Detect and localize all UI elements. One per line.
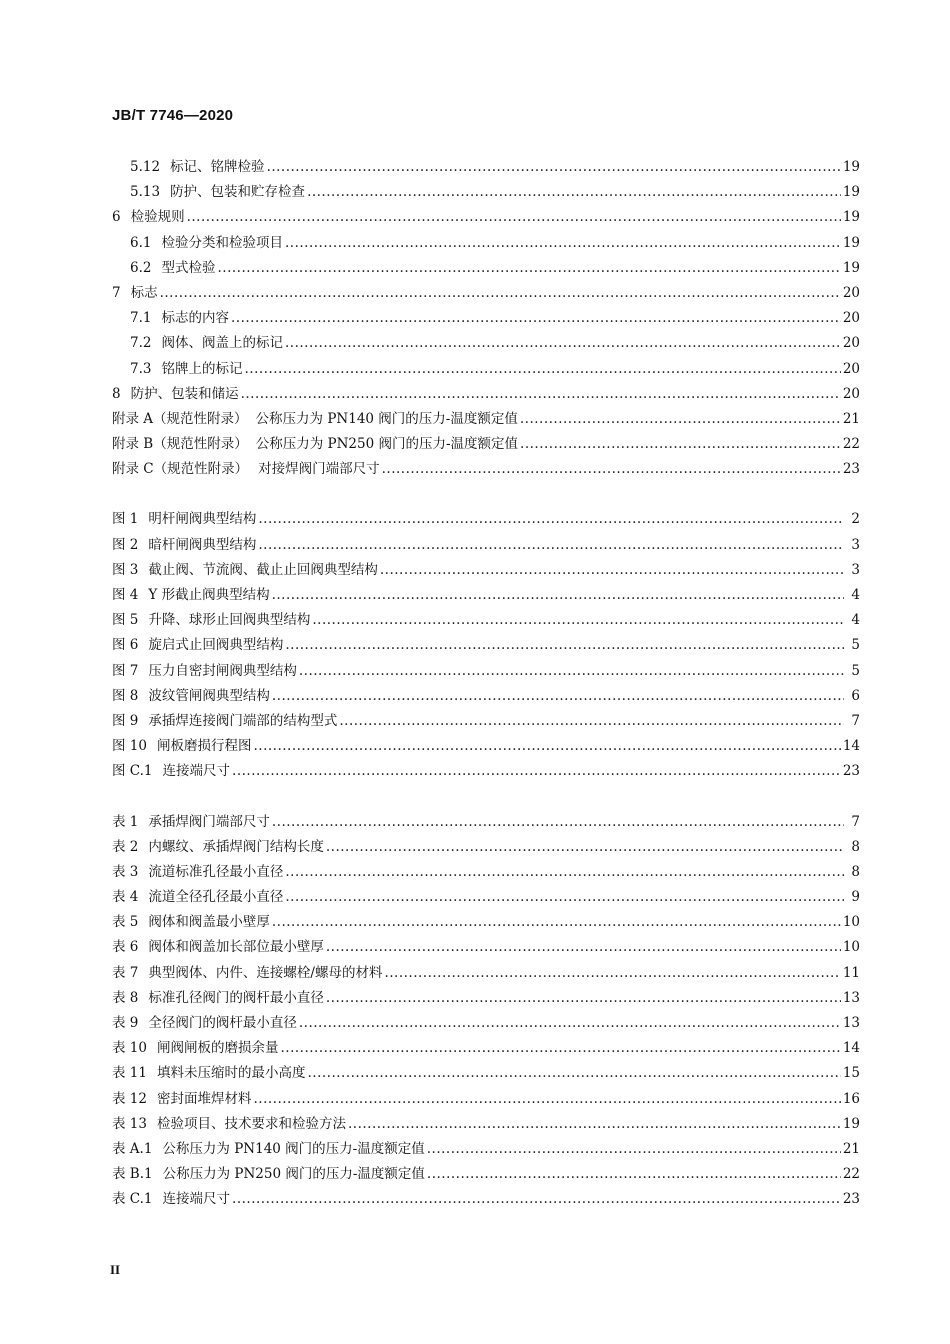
toc-entry-number: 7.3 (130, 360, 152, 377)
dot-leader (272, 587, 844, 603)
toc-entry-title: 检验分类和检验项目 (161, 234, 283, 251)
table-list-entry[interactable] (112, 885, 860, 910)
dot-leader (326, 839, 844, 855)
toc-entry-number: 附录 A（规范性附录） (112, 410, 248, 427)
toc-entry-title: 标志 (130, 284, 158, 301)
toc-entry-title: 明杆闸阀典型结构 (148, 511, 257, 528)
toc-entry-page: 20 (842, 360, 860, 377)
toc-entry-page: 21 (842, 1140, 860, 1157)
table-list-entry[interactable] (112, 986, 860, 1011)
toc-entry-number: 表 4 (112, 889, 139, 906)
toc-entry-title: 连接端尺寸 (162, 763, 231, 780)
toc-entry-page: 22 (842, 1166, 860, 1183)
toc-entry-title: 公称压力为 PN250 阀门的压力-温度额定值 (162, 1166, 425, 1183)
toc-entry-page: 19 (842, 1115, 860, 1132)
toc-entry-page: 11 (842, 964, 860, 981)
toc-entry-title: 内螺纹、承插焊阀门结构长度 (148, 838, 324, 855)
figure-list-entry[interactable] (112, 659, 860, 684)
toc-entry-title: 压力自密封闸阀典型结构 (148, 662, 297, 679)
dot-leader (244, 361, 840, 377)
page-number-footer: II (110, 1262, 121, 1277)
toc-entry-page: 16 (842, 1090, 860, 1107)
toc-entry-page: 8 (851, 838, 860, 855)
toc-entry-title: 检验项目、技术要求和检验方法 (156, 1115, 346, 1132)
dot-leader (299, 663, 844, 679)
toc-entry-number: 图 1 (112, 511, 139, 528)
toc-entry-page: 15 (842, 1065, 860, 1082)
toc-entry-title: 检验规则 (130, 209, 185, 226)
dot-leader (382, 461, 841, 477)
toc-entry-title: 旋启式止回阀典型结构 (148, 637, 284, 654)
toc-entry-page: 3 (851, 561, 860, 578)
toc-entry-page: 13 (842, 1015, 860, 1031)
dot-leader (160, 285, 841, 301)
dot-leader (272, 814, 844, 830)
toc-entry-number: 图 6 (112, 637, 139, 654)
table-list-entry[interactable] (112, 935, 860, 960)
toc-entry-number: 附录 B（规范性附录） (112, 436, 248, 453)
dot-leader (307, 1065, 840, 1081)
toc-entry-page: 14 (842, 1040, 860, 1057)
toc-entry-page: 10 (842, 939, 860, 956)
toc-entry-page: 22 (842, 436, 860, 453)
toc-entry-title: 密封面堆焊材料 (156, 1090, 252, 1107)
toc-entry-page: 14 (842, 738, 860, 755)
dot-leader (348, 1116, 841, 1132)
toc-entry-number: 表 5 (112, 914, 139, 931)
toc-entry-title: 流道标准孔径最小直径 (148, 863, 284, 880)
table-list-entry[interactable] (112, 1087, 860, 1112)
figure-list-entry[interactable] (112, 709, 860, 734)
toc-entry-title: 升降、球形止回阀典型结构 (148, 612, 311, 629)
toc-entry-number: 图 8 (112, 687, 139, 704)
dot-leader (285, 864, 844, 880)
toc-entry-number: 图 5 (112, 612, 139, 629)
toc-entry-number: 图 9 (112, 712, 139, 729)
toc-entry-title: 阀体和阀盖加长部位最小壁厚 (148, 939, 324, 956)
toc-entry-page: 2 (851, 511, 860, 528)
dot-leader (253, 738, 840, 754)
toc-entry-number: 图 7 (112, 662, 139, 679)
dot-leader (520, 436, 841, 452)
dot-leader (267, 159, 841, 175)
toc-entry-number: 表 B.1 (112, 1166, 153, 1183)
table-list-entry[interactable] (112, 1036, 860, 1061)
toc-tables-section (112, 810, 860, 1213)
dot-leader (232, 763, 841, 779)
toc-entry-number: 7 (112, 284, 121, 301)
toc-entry-number: 图 10 (112, 738, 147, 755)
table-list-entry[interactable] (112, 1061, 860, 1086)
toc-entry-page: 7 (851, 813, 860, 830)
toc-entry-page: 23 (842, 461, 860, 478)
toc-entry-page: 19 (842, 234, 860, 251)
table-list-entry[interactable] (112, 1137, 860, 1162)
toc-entry-number: 表 A.1 (112, 1140, 153, 1157)
dot-leader (520, 411, 841, 427)
dot-leader (258, 537, 844, 553)
toc-entry-page: 3 (851, 536, 860, 553)
dot-leader (307, 184, 841, 200)
table-of-contents (112, 155, 860, 1213)
toc-entry-title: 闸板磨损行程图 (156, 738, 252, 755)
toc-entry-number: 图 C.1 (112, 763, 153, 780)
figure-list-entry[interactable] (112, 507, 860, 532)
toc-entry-title: 阀体和阀盖最小壁厚 (148, 914, 270, 931)
toc-entry[interactable] (112, 306, 860, 331)
dot-leader (326, 939, 841, 955)
toc-entry-page: 13 (842, 989, 860, 1006)
toc-entry[interactable] (112, 180, 860, 205)
toc-entry-page: 20 (842, 385, 860, 402)
toc-entry-title: 闸阀闸板的磨损余量 (156, 1040, 279, 1057)
dot-leader (427, 1166, 841, 1182)
toc-entry[interactable] (112, 457, 860, 482)
dot-leader (312, 612, 844, 628)
toc-entry-title: 公称压力为 PN250 阀门的压力-温度额定值 (255, 436, 519, 453)
toc-entry-number: 图 4 (112, 587, 139, 603)
toc-entry-number: 7.1 (130, 310, 152, 327)
dot-leader (285, 889, 844, 905)
dot-leader (258, 511, 844, 527)
table-list-entry[interactable] (112, 1011, 860, 1036)
toc-entry-title: 暗杆闸阀典型结构 (148, 536, 257, 553)
toc-entry-page: 20 (842, 335, 860, 352)
toc-entry-page: 20 (842, 284, 860, 301)
toc-figures-section (112, 507, 860, 784)
toc-entry-number: 表 13 (112, 1115, 147, 1132)
dot-leader (272, 688, 844, 704)
toc-entry-page: 19 (842, 259, 860, 276)
toc-entry-title: 铭牌上的标记 (161, 360, 243, 377)
figure-list-entry[interactable] (112, 533, 860, 558)
toc-entry-title: 标准孔径阀门的阀杆最小直径 (148, 989, 324, 1006)
document-code-header: JB/T 7746—2020 (112, 107, 234, 124)
dot-leader (253, 1091, 840, 1107)
toc-entry[interactable] (112, 331, 860, 356)
dot-leader (272, 914, 841, 930)
toc-entry[interactable] (112, 256, 860, 281)
dot-leader (217, 260, 840, 276)
toc-entry-number: 表 9 (112, 1015, 139, 1031)
dot-leader (285, 335, 841, 351)
toc-entry-number: 图 3 (112, 561, 139, 578)
table-list-entry[interactable] (112, 810, 860, 835)
toc-entry-number: 图 2 (112, 536, 139, 553)
table-list-entry[interactable] (112, 1112, 860, 1137)
toc-entry-title: 截止阀、节流阀、截止止回阀典型结构 (148, 561, 378, 578)
dot-leader (339, 713, 844, 729)
toc-entry-number: 表 8 (112, 989, 139, 1006)
dot-leader (231, 310, 841, 326)
table-list-entry[interactable] (112, 910, 860, 935)
toc-entry-number: 6.1 (130, 234, 152, 251)
toc-entry-page: 21 (842, 410, 860, 427)
figure-list-entry[interactable] (112, 759, 860, 784)
toc-entry-page: 20 (842, 310, 860, 327)
toc-entry[interactable] (112, 382, 860, 407)
toc-entry-page: 4 (851, 612, 860, 629)
toc-entry-number: 附录 C（规范性附录） (112, 461, 249, 478)
toc-entry-page: 5 (851, 662, 860, 679)
toc-entry-number: 5.12 (130, 159, 161, 175)
toc-entry-number: 表 C.1 (112, 1191, 153, 1208)
dot-leader (285, 637, 844, 653)
toc-entry-title: 连接端尺寸 (162, 1191, 231, 1208)
toc-entry-title: 阀体、阀盖上的标记 (161, 335, 283, 352)
toc-entry-page: 23 (842, 1191, 860, 1208)
table-list-entry[interactable] (112, 835, 860, 860)
toc-entry-title: 标记、铭牌检验 (170, 159, 265, 175)
toc-entry-number: 表 1 (112, 813, 139, 830)
toc-entry-title: 承插焊阀门端部尺寸 (148, 813, 270, 830)
toc-entry-title: 标志的内容 (161, 310, 229, 327)
toc-entry-page: 19 (842, 184, 860, 201)
toc-entry-title: 公称压力为 PN140 阀门的压力-温度额定值 (162, 1140, 425, 1157)
toc-entry-page: 9 (851, 889, 860, 906)
toc-entry-page: 10 (842, 914, 860, 931)
toc-entry-number: 表 11 (112, 1065, 147, 1082)
toc-entry-number: 表 10 (112, 1040, 147, 1057)
toc-entry[interactable] (112, 205, 860, 230)
dot-leader (241, 386, 841, 402)
toc-entry-number: 表 12 (112, 1090, 147, 1107)
toc-entry-number: 表 2 (112, 838, 139, 855)
toc-entry-number: 7.2 (130, 335, 152, 352)
toc-entry-title: 波纹管闸阀典型结构 (148, 687, 270, 704)
figure-list-entry[interactable] (112, 684, 860, 709)
figure-list-entry[interactable] (112, 734, 860, 759)
toc-entry-number: 表 6 (112, 939, 139, 956)
toc-entry-page: 23 (842, 763, 860, 780)
table-list-entry[interactable] (112, 860, 860, 885)
dot-leader (232, 1191, 841, 1207)
toc-entry-page: 7 (851, 712, 860, 729)
figure-list-entry[interactable] (112, 583, 860, 608)
toc-entry[interactable] (112, 155, 860, 180)
figure-list-entry[interactable] (112, 608, 860, 633)
toc-entry-number: 6 (112, 209, 121, 226)
dot-leader (187, 209, 841, 225)
toc-entry-title: 对接焊阀门端部尺寸 (258, 461, 380, 478)
dot-leader (384, 965, 840, 981)
toc-entry-number: 表 3 (112, 863, 139, 880)
toc-entry-number: 8 (112, 385, 121, 402)
toc-entry-title: 公称压力为 PN140 阀门的压力-温度额定值 (255, 410, 518, 427)
toc-entry-page: 19 (842, 209, 860, 226)
dot-leader (380, 562, 844, 578)
toc-entry-title: 全径阀门的阀杆最小直径 (148, 1015, 297, 1031)
toc-entry[interactable] (112, 281, 860, 306)
toc-entry-title: 典型阀体、内件、连接螺栓/螺母的材料 (148, 964, 383, 981)
toc-entry-page: 6 (851, 687, 860, 704)
toc-entry[interactable] (112, 231, 860, 256)
figure-list-entry[interactable] (112, 633, 860, 658)
toc-entry-title: 流道全径孔径最小直径 (148, 889, 284, 906)
toc-entry-number: 5.13 (130, 184, 161, 201)
toc-entry-title: 防护、包装和贮存检查 (170, 184, 306, 201)
toc-entry-page: 5 (851, 637, 860, 654)
dot-leader (427, 1141, 841, 1157)
toc-entry-number: 6.2 (130, 259, 152, 276)
toc-entry-number: 表 7 (112, 964, 139, 981)
toc-entry-title: 型式检验 (161, 259, 216, 276)
toc-entry-page: 8 (851, 863, 860, 880)
dot-leader (280, 1040, 840, 1056)
table-list-entry[interactable] (112, 961, 860, 986)
toc-entry-title: 填料未压缩时的最小高度 (156, 1065, 306, 1082)
figure-list-entry[interactable] (112, 558, 860, 583)
dot-leader (299, 1015, 841, 1031)
toc-entry-title: Y 形截止阀典型结构 (148, 587, 270, 603)
toc-entry[interactable] (112, 407, 860, 432)
toc-entry[interactable] (112, 432, 860, 457)
dot-leader (285, 235, 841, 251)
toc-entry-page: 19 (842, 159, 860, 175)
toc-entry[interactable] (112, 357, 860, 382)
toc-entry-title: 承插焊连接阀门端部的结构型式 (148, 712, 338, 729)
dot-leader (326, 990, 841, 1006)
toc-entry-page: 4 (851, 587, 860, 603)
toc-main-section (112, 155, 860, 482)
table-list-entry[interactable] (112, 1187, 860, 1212)
table-list-entry[interactable] (112, 1162, 860, 1187)
toc-entry-title: 防护、包装和储运 (130, 385, 239, 402)
